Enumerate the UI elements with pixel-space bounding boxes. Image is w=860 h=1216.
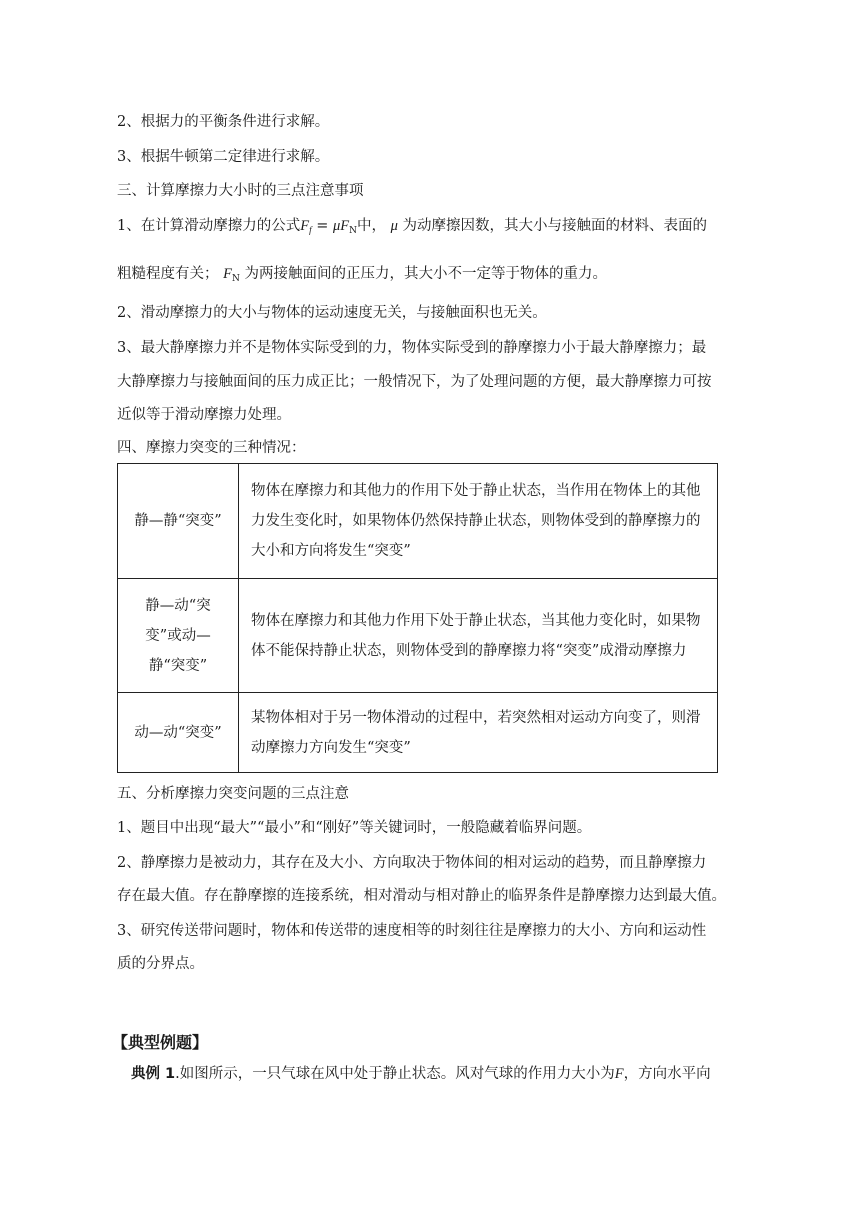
text-span: 中， bbox=[357, 218, 386, 234]
text-line: 大静摩擦力与接触面间的压力成正比；一般情况下，为了处理问题的方便，最大静摩擦力可按 bbox=[117, 374, 712, 390]
section-heading: 四、摩擦力突变的三种情况： bbox=[117, 440, 306, 456]
paragraph-formula-line bbox=[117, 264, 607, 289]
text-line: 存在最大值。存在静摩擦的连接系统，相对滑动与相对静止的临界条件是静摩擦力达到最大值。 bbox=[117, 888, 726, 904]
table-row bbox=[118, 464, 718, 579]
formula-symbol: μ bbox=[332, 218, 341, 234]
text-line: 3、研究传送带问题时，物体和传送带的速度相等的时刻往往是摩擦力的大小、方向和运动性 bbox=[117, 923, 707, 939]
formula-symbol: F bbox=[614, 1066, 624, 1082]
text-line: 近似等于滑动摩擦力处理。 bbox=[117, 407, 291, 423]
text-line: 3、根据牛顿第二定律进行求解。 bbox=[117, 149, 330, 165]
formula-subscript: N bbox=[349, 226, 357, 236]
paragraph-formula-line bbox=[117, 216, 707, 241]
text-span: 为动摩擦因数，其大小与接触面的材料、表面的 bbox=[402, 218, 707, 234]
formula-symbol: F bbox=[340, 218, 350, 234]
text-span: .如图所示，一只气球在风中处于静止状态。风对气球的作用力大小为 bbox=[175, 1066, 615, 1082]
text-span: ，方向水平向 bbox=[623, 1066, 711, 1082]
text-line: 质的分界点。 bbox=[117, 956, 204, 972]
formula-subscript: N bbox=[231, 274, 240, 284]
text-line: 2、根据力的平衡条件进行求解。 bbox=[117, 114, 330, 130]
formula-symbol: μ bbox=[390, 218, 398, 234]
text-span: 为两接触面间的正压力，其大小不一定等于物体的重力。 bbox=[244, 266, 607, 282]
text-line: 1、题目中出现“最大”“最小”和“刚好”等关键词时，一般隐藏着临界问题。 bbox=[117, 820, 592, 836]
text-line: 3、最大静摩擦力并不是物体实际受到的力，物体实际受到的静摩擦力小于最大静摩擦力；最 bbox=[117, 340, 707, 356]
text-span: 1、在计算滑动摩擦力的公式 bbox=[117, 218, 301, 234]
section-title: 【典型例题】 bbox=[112, 1033, 209, 1052]
text-line: 2、滑动摩擦力的大小与物体的运动速度无关，与接触面积也无关。 bbox=[117, 305, 547, 321]
section-heading: 五、分析摩擦力突变问题的三点注意 bbox=[117, 786, 349, 802]
formula-operator: = bbox=[311, 218, 333, 234]
friction-mutation-table bbox=[117, 463, 718, 773]
table-cell-key: 动—动“突变” bbox=[118, 693, 239, 773]
formula-subscript: f bbox=[309, 225, 312, 235]
formula-symbol: F bbox=[223, 266, 232, 282]
table-cell-key: 静—动“突变”或动—静“突变” bbox=[118, 579, 239, 693]
formula-symbol: F bbox=[300, 218, 310, 234]
table-cell-value: 物体在摩擦力和其他力作用下处于静止状态，当其他力变化时，如果物体不能保持静止状态，则物体受到的静摩擦力将“突变”成滑动摩擦力 bbox=[239, 579, 718, 693]
table-cell-key: 静—静“突变” bbox=[118, 464, 239, 579]
text-span: 粗糙程度有关； bbox=[117, 266, 219, 282]
table-row bbox=[118, 693, 718, 773]
section-heading: 三、计算摩擦力大小时的三点注意事项 bbox=[117, 183, 364, 199]
table-cell-value: 某物体相对于另一物体滑动的过程中，若突然相对运动方向变了，则滑动摩擦力方向发生“突变” bbox=[239, 693, 718, 773]
table-cell-value: 物体在摩擦力和其他力的作用下处于静止状态，当作用在物体上的其他力发生变化时，如果物体仍然保持静止状态，则物体受到的静摩擦力的大小和方向将发生“突变” bbox=[239, 464, 718, 579]
table-row bbox=[118, 579, 718, 693]
text-line: 2、静摩擦力是被动力，其存在及大小、方向取决于物体间的相对运动的趋势，而且静摩擦力 bbox=[117, 855, 707, 871]
example-line bbox=[131, 1062, 711, 1083]
example-label: 典例 1 bbox=[131, 1066, 176, 1082]
